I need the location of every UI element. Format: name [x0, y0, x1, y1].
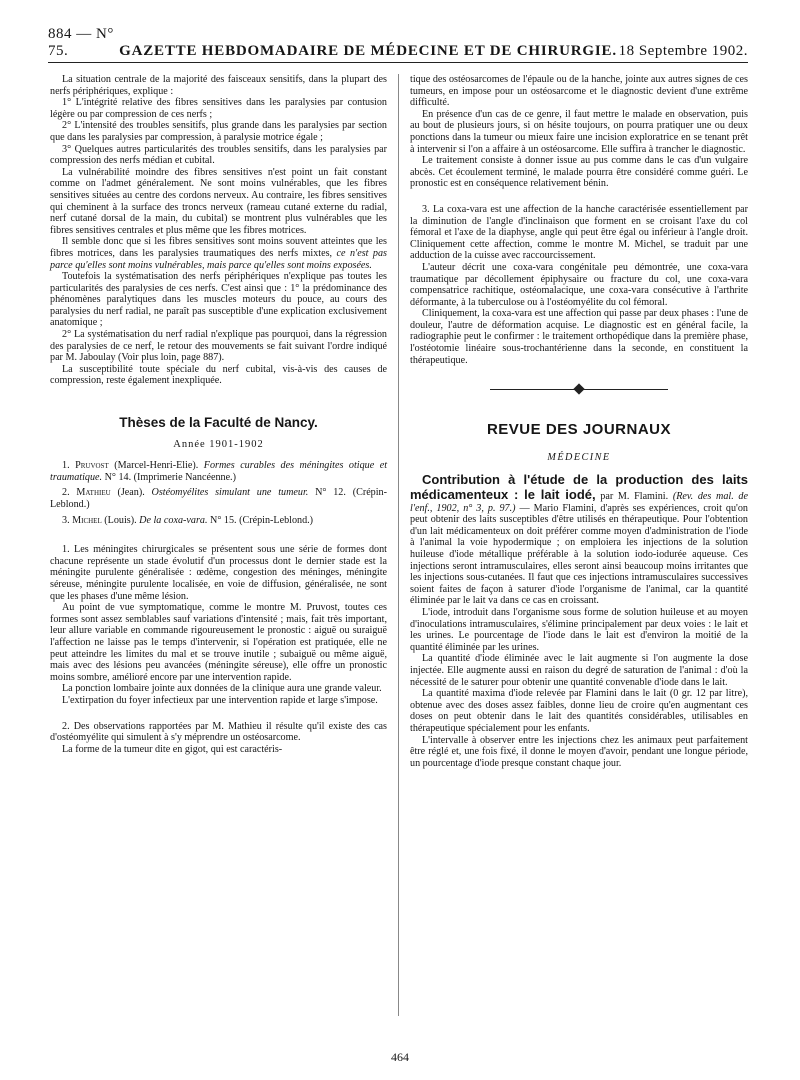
paragraph: 2° L'intensité des troubles sensitifs, plus grande dans les paralysies par section que dans les paralysies par compression, à paralysie motrice égale ;: [50, 120, 387, 143]
paragraph: La quantité d'iode éliminée avec le lait augmente si l'on augmente la dose injectée. Elle augmente aussi en raison du degré de saturation de l'animal : d'où la nécessité de le saturer pour obtenir une quantité convenable d'iode dans le lait.: [410, 653, 748, 688]
journal-title: GAZETTE HEBDOMADAIRE DE MÉDECINE ET DE CHIRURGIE.: [119, 43, 617, 59]
author-name: Michel: [72, 514, 102, 526]
paragraph: 2. Des observations rapportées par M. Mathieu il résulte qu'il existe des cas d'ostéomyélite qui simulent à s'y méprendre un ostéosarcome.: [50, 720, 387, 744]
paragraph: Cliniquement, la coxa-vara est une affection qui passe par deux phases : l'une de douleur, l'autre de déformation acquise. Le diagnostic est en général facile, la radiographie peut le confirmer : le traitement orthopédique dans la première phase, l'ostéotomie linéaire sous-trochantérienne dans la seconde, en constituent la thérapeutique.: [410, 308, 748, 366]
paragraph: Toutefois la systématisation des nerfs périphériques n'explique pas toutes les particularités des paralysies de ces nerfs. C'est ainsi que : 1° la prédominance des phénomènes paralytiques dans les muscles moteurs du pouce, au cours des paralysies du nerf radial, ne paraît pas susceptible d'une explication exclusivement anatomique ;: [50, 271, 387, 329]
paragraph: La vulnérabilité moindre des fibres sensitives n'est point un fait constant comme on l'admet généralement. Ne sont moins vulnérables, que les fibres sensitives situées au centre des cordons nerveux. Au contraire, les fibres sensitives qui cheminent à la surface des troncs nerveux (rameau cutané externe du radial, nerf cutané dorsal de la main, du cubital) se montrent plus vulnérables que les fibres sensitives centrales et plus même que les fibres motrices.: [50, 166, 387, 236]
paragraph: [50, 236, 387, 271]
academic-year: Année 1901-1902: [173, 438, 264, 450]
paragraph: Au point de vue symptomatique, comme le montre M. Pruvost, toutes ces formes sont assez semblables sauf variations d'intensité ; mais, fait très important, leur allure variable en commande rigoureusement le pronostic : aiguë ou suraiguë l'affection ne laisse pas le temps d'intervenir, si l'opération est pratiquée, elle ne peut atteindre les limites du mal et se trouve inutile ; subaiguë ou même aiguë, mais avec des lésions peu avancées (méningite séreuse), elle offre un pronostic moins sombre, amélioré encore par une intervention rapide.: [50, 602, 387, 683]
entry-number: 3.: [62, 514, 73, 526]
author-name: Pruvost: [75, 460, 109, 472]
thesis-title: De la coxa-vara.: [139, 514, 208, 526]
paragraph: L'intervalle à observer entre les injections chez les animaux peut parfaitement être réglé et, une fois fixé, il donne le moyen d'avoir, pendant une longue période, un pourcentage d'iode presque constant chaque jour.: [410, 734, 748, 769]
spacer: [410, 190, 748, 204]
paragraph: En présence d'un cas de ce genre, il faut mettre le malade en observation, puis au bout de plusieurs jours, si on hésite toujours, on pourra pratiquer une ou deux ponctions dans la tumeur ou mieux faire une incision exploratrice en se tenant prêt à intervenir si l'on a affaire à un ostéosarcome. Elle suffira à trancher le diagnostic.: [410, 108, 748, 155]
paragraph: Le traitement consiste à donner issue au pus comme dans le cas d'un vulgaire abcès. Cet écoulement terminé, le malade pourra être considéré comme guéri. Le pronostic est en conséquence relativement bénin.: [410, 155, 748, 190]
spacer: [50, 707, 387, 721]
article-reference: (Rev. des mal. de l'enf., 1902, n° 3, p. 97.): [410, 491, 748, 514]
paragraph: La quantité maxima d'iode relevée par Flamini dans le lait (0 gr. 12 par litre), obtenue avec des doses assez faibles, donne lieu de croire qu'en augmentant ces doses on peut obtenir dans le lait des quantités considérables, utilisables en thérapeutique spécialement pour les enfants.: [410, 688, 748, 734]
section-heading-theses: Thèses de la Faculté de Nancy.: [119, 415, 318, 431]
paragraph: 2° La systématisation du nerf radial n'explique pas pourquoi, dans la régression des paralysies de ce nerf, le retour des mouvements se fait suivant l'ordre indiqué par M. Jaboulay (Voir plus loin, page 887).: [50, 329, 387, 364]
running-header: [48, 26, 748, 63]
paragraph: 1. Les méningites chirurgicales se présentent sous une série de formes dont chacune représente un stade évolutif d'un processus dont le dernier stade est la méningite purulente généralisée : œdème, congestion des méninges, méningite séreuse, méningite purulente localisée, en voie de diffusion, généralisée, ne sont que les phases d'une même lésion.: [50, 544, 387, 602]
issue-date: 18 Septembre 1902.: [618, 43, 748, 59]
thesis-title: Ostéomyélites simulant une tumeur.: [151, 487, 309, 499]
author-firstnames: (Louis).: [101, 514, 140, 526]
column-divider: [398, 74, 399, 1016]
author-name: Mathieu: [76, 487, 111, 499]
paragraph: 3. La coxa-vara est une affection de la hanche caractérisée essentiellement par la diminution de l'angle d'inclinaison que forment en se croisant l'axe du col fémoral et l'axe de la diaphyse, angle qui peut être égal ou inférieur à l'angle droit. Cliniquement cette affection, comme le montre M. Michel, se traduit par une adduction de la cuisse avec raccourcissement.: [410, 203, 748, 262]
paragraph: L'iode, introduit dans l'organisme sous forme de solution huileuse et au moyen d'inoculations intramusculaires, s'élimine principalement par deux voies : le lait et les urines. Le pourcentage de l'iode dans le lait est d'environ la moitié de la quantité éliminée par les urines.: [410, 606, 748, 653]
right-column: [410, 74, 748, 769]
paragraph: L'extirpation du foyer infectieux par une intervention rapide et large s'impose.: [62, 694, 378, 706]
paragraph: La forme de la tumeur dite en gigot, qui est caractéris-: [62, 743, 283, 755]
author-firstnames: (Jean).: [110, 487, 152, 499]
paragraph: La ponction lombaire jointe aux données de la clinique aura une grande valeur.: [62, 683, 382, 695]
paragraph: 1° L'intégrité relative des fibres sensitives dans les paralysies par contusion légère ou par compression de ces nerfs ;: [50, 97, 387, 120]
thesis-entry: [50, 460, 387, 483]
folio-number: 464: [391, 1050, 409, 1064]
thesis-number: N° 12. (Crépin-Leblond.): [50, 487, 387, 510]
paragraph: La susceptibilité toute spéciale du nerf cubital, vis-à-vis des causes de compression, reste également inexpliquée.: [50, 363, 387, 387]
entry-number: 1.: [62, 460, 76, 472]
paragraph: L'auteur décrit une coxa-vara congénitale peu démontrée, une coxa-vara traumatique par décollement épiphysaire ou fracture du col, une coxa-vara compensatrice rachitique, ostéomalacique, une coxa-vara consécutive à l'arthrite déformante, à la tuberculose ou à l'ostéomyélite du col fémoral.: [410, 261, 748, 308]
rubric-heading: MÉDECINE: [547, 451, 611, 463]
thesis-entry: [50, 515, 387, 527]
diamond-ornament-icon: [573, 384, 584, 395]
spacer: [50, 526, 387, 544]
article-author: par M. Flamini.: [595, 491, 673, 503]
paragraph: La situation centrale de la majorité des faisceaux sensitifs, dans la plupart des nerfs périphériques, explique :: [50, 74, 387, 97]
article-text: — Mario Flamini, d'après ses expériences, croit qu'on peut obtenir des laits susceptibles d'être utilisés en thérapeutique. Pour l'obtention d'un lait médicamenteux on doit préférer comme moyen d'administration de l'iode à l'animal la voie hypodermique ; on emploiera les injections de la solution huileuse d'iode métallique préférable à la solution iodo-iodurée aqueuse. Ces injections seront intramusculaires, elles seront ainsi beaucoup moins irritantes que les injections sous-cutanées. Il faut que ces injections intramusculaires successives soient faites de façon à saturer d'iode l'organisme de l'animal, car la quantité éliminée par le lait va dans ce cas en croissant.: [410, 502, 748, 607]
emphasis-text: ce n'est pas parce qu'elles sont moins vulnérables, mais parce qu'elles sont moins exposées.: [50, 247, 387, 271]
ornamental-divider: [410, 384, 748, 396]
entry-number: 2.: [62, 487, 77, 499]
thesis-entry: [50, 487, 387, 510]
page-issue-number: 884 — N° 75.: [48, 26, 114, 59]
paragraph: 3° Quelques autres particularités des troubles sensitifs, dans les paralysies par compression des nerfs médian et cubital.: [50, 143, 387, 167]
paragraph: tique des ostéosarcomes de l'épaule ou de la hanche, jointe aux autres signes de ces tumeurs, en impose pour un ostéosarcome et le diagnostic devient d'une extrême difficulté.: [410, 74, 748, 109]
paragraph-text: Il semble donc que si les fibres sensitives sont moins souvent atteintes que les fibres motrices, dans les paralysies traumatiques des nerfs mixtes,: [50, 236, 387, 259]
thesis-number: N° 15. (Crépin-Leblond.): [207, 514, 314, 526]
article-title: Contribution à l'étude de la production des laits médicamenteux : le lait iodé,: [410, 472, 748, 503]
left-column: [50, 74, 387, 755]
thesis-title: Formes curables des méningites otique et traumatique.: [50, 460, 388, 483]
thesis-number: N° 14. (Imprimerie Nancéenne.): [102, 471, 236, 483]
section-heading-revue: REVUE DES JOURNAUX: [486, 421, 672, 439]
article-paragraph: [410, 473, 748, 607]
author-firstnames: (Marcel-Henri-Elie).: [108, 460, 204, 472]
